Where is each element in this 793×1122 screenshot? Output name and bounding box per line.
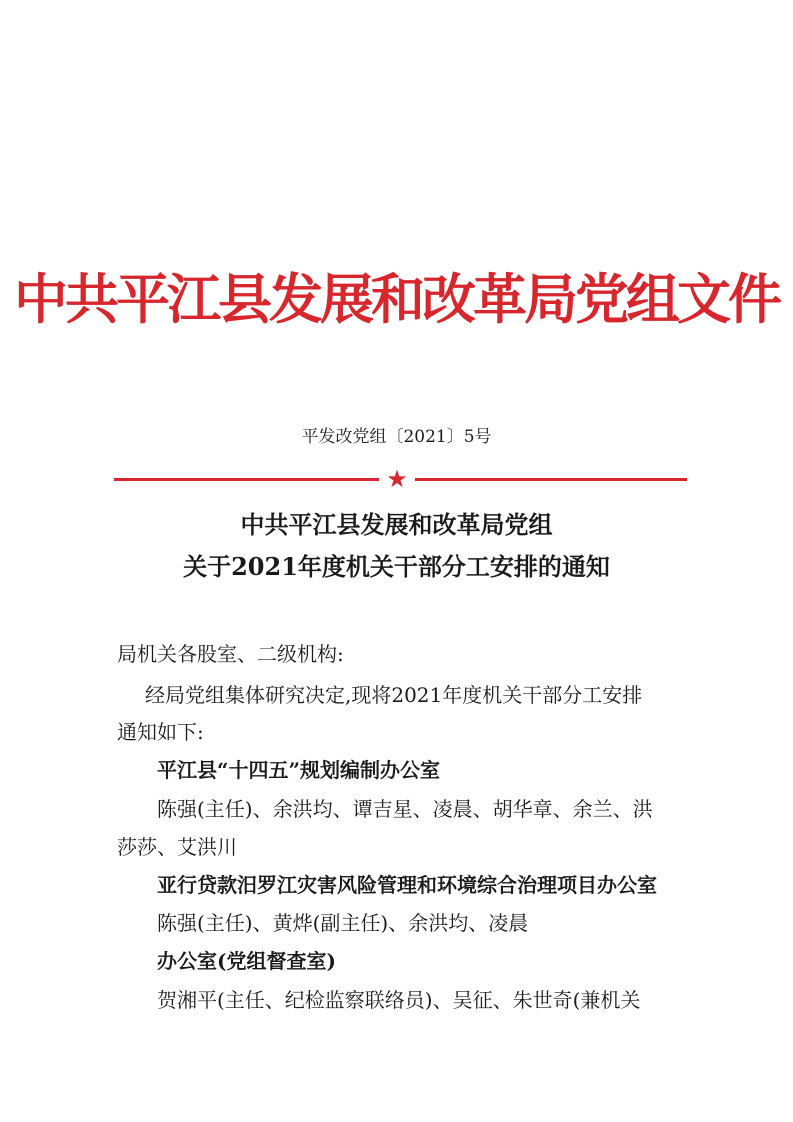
section-members-plan-office-line1: 陈强(主任)、余洪均、谭吉星、凌晨、胡华章、余兰、洪 — [157, 797, 653, 821]
red-rule-left — [114, 478, 379, 481]
section-members-adb-office: 陈强(主任)、黄烨(副主任)、余洪均、凌晨 — [157, 911, 529, 935]
intro-line1: 经局党组集体研究决定,现将2021年度机关干部分工安排 — [145, 683, 643, 707]
red-rule-right — [415, 478, 687, 481]
document-number: 平发改党组〔2021〕5号 — [301, 427, 492, 447]
intro-line2: 通知如下: — [117, 720, 204, 744]
section-heading-general-office: 办公室(党组督查室) — [157, 949, 336, 973]
notice-title-line2: 关于2021年度机关干部分工安排的通知 — [183, 552, 610, 581]
red-star-icon: ★ — [386, 465, 408, 493]
notice-title-line1: 中共平江县发展和改革局党组 — [240, 510, 553, 539]
section-members-plan-office-line2: 莎莎、艾洪川 — [117, 835, 237, 859]
section-members-general-office: 贺湘平(主任、纪检监察联络员)、吴征、朱世奇(兼机关 — [157, 988, 641, 1012]
section-heading-adb-office: 亚行贷款汨罗江灾害风险管理和环境综合治理项目办公室 — [157, 873, 657, 897]
section-heading-plan-office: 平江县“十四五”规划编制办公室 — [157, 758, 441, 782]
salutation: 局机关各股室、二级机构: — [117, 642, 344, 666]
red-header-title: 中共平江县发展和改革局党组文件 — [14, 268, 779, 331]
